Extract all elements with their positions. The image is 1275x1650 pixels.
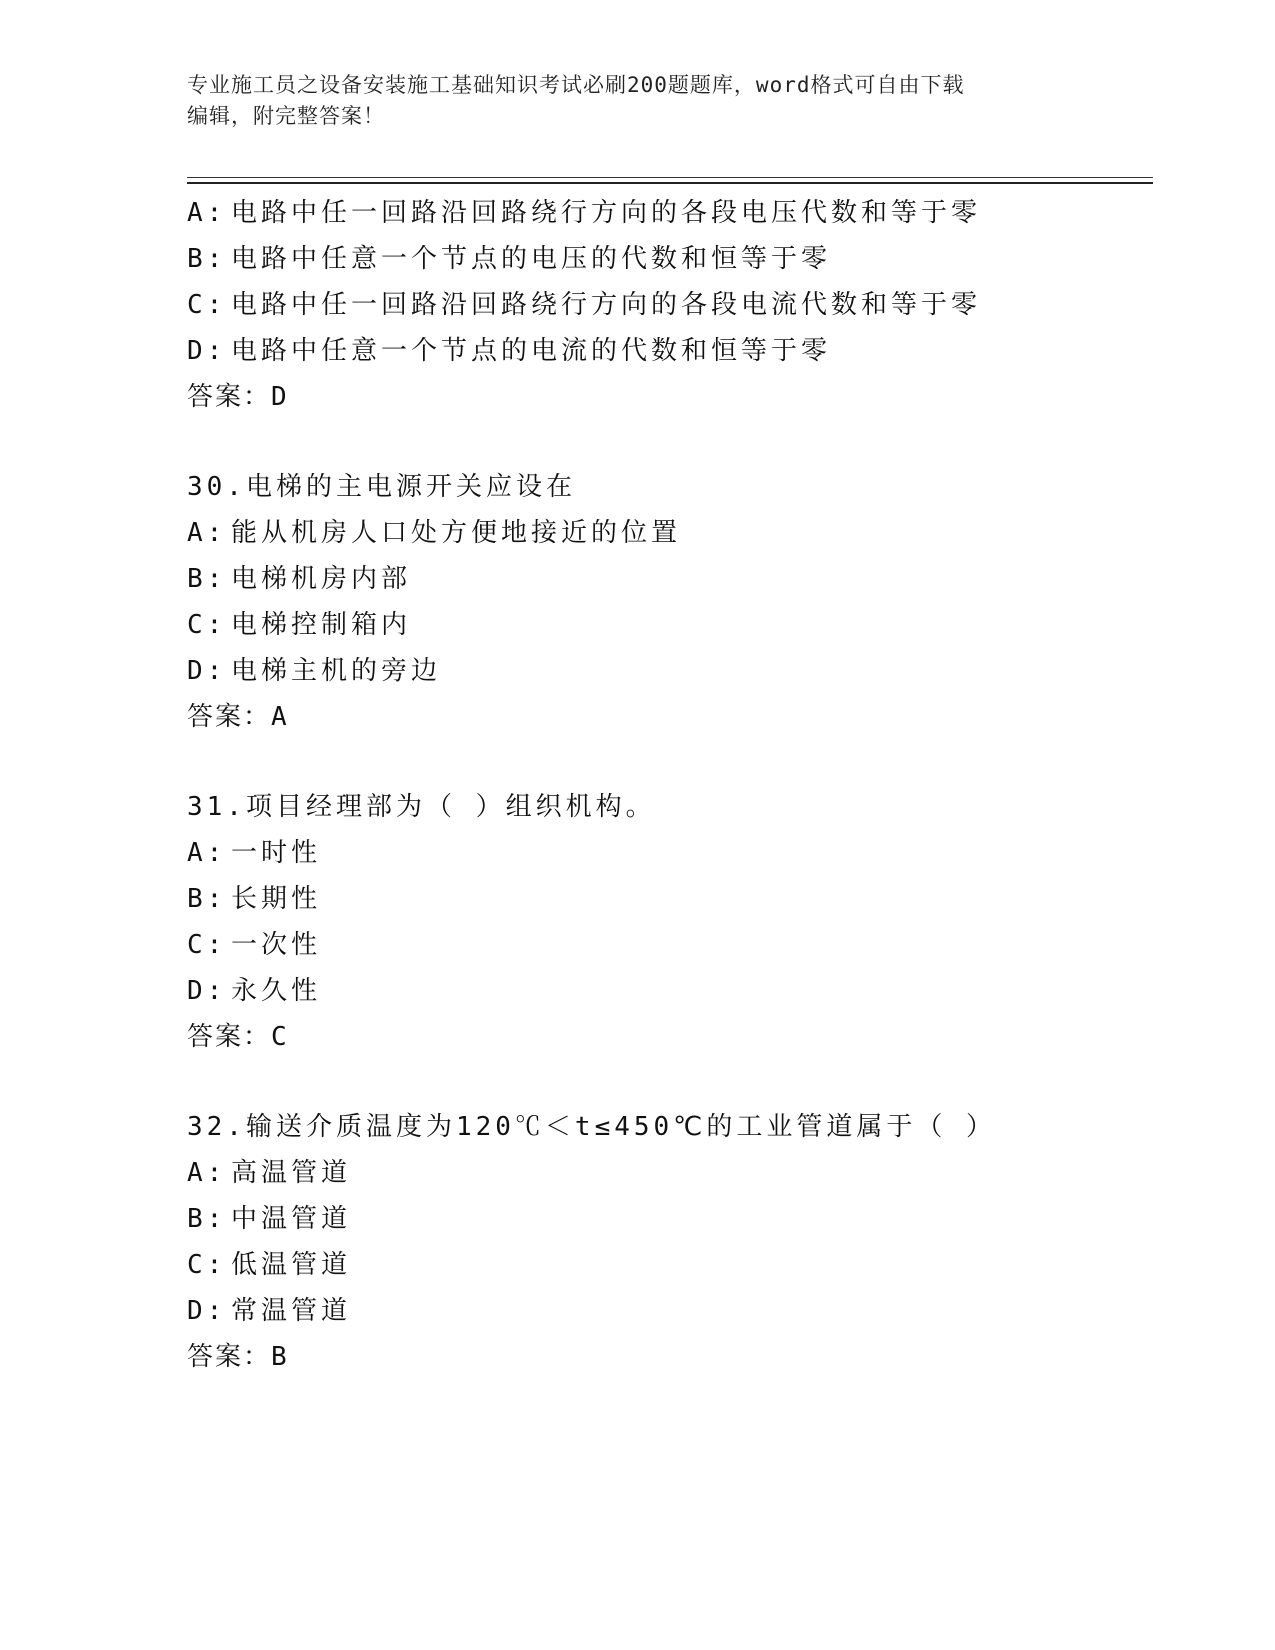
question-title: 30.电梯的主电源开关应设在 — [187, 472, 576, 502]
option-letter: D: — [187, 976, 227, 1006]
option-text: 常温管道 — [231, 1296, 352, 1326]
option-letter: A: — [187, 1158, 227, 1188]
option-text: 电梯主机的旁边 — [231, 656, 442, 686]
option-b — [187, 876, 1147, 922]
option-d — [187, 648, 1147, 694]
option-letter: D: — [187, 336, 227, 366]
question-32 — [187, 1104, 1147, 1380]
option-b — [187, 236, 1147, 282]
option-a — [187, 1150, 1147, 1196]
option-text: 一时性 — [231, 838, 322, 868]
answer-line: 答案：C — [187, 1022, 289, 1052]
option-letter: C: — [187, 610, 227, 640]
option-letter: A: — [187, 518, 227, 548]
question-title: 31.项目经理部为（ ）组织机构。 — [187, 792, 656, 822]
option-letter: D: — [187, 656, 227, 686]
option-d — [187, 1288, 1147, 1334]
option-text: 电路中任意一个节点的电流的代数和恒等于零 — [231, 336, 832, 366]
option-letter: B: — [187, 884, 227, 914]
option-letter: C: — [187, 290, 227, 320]
option-text: 长期性 — [231, 884, 322, 914]
option-d — [187, 968, 1147, 1014]
option-text: 中温管道 — [231, 1204, 352, 1234]
option-letter: A: — [187, 838, 227, 868]
option-a — [187, 830, 1147, 876]
answer-line: 答案：D — [187, 382, 289, 412]
header-divider-thin — [187, 177, 1153, 178]
option-text: 永久性 — [231, 976, 322, 1006]
option-text: 电路中任一回路沿回路绕行方向的各段电压代数和等于零 — [231, 198, 982, 228]
option-d — [187, 328, 1147, 374]
option-text: 能从机房人口处方便地接近的位置 — [231, 518, 682, 548]
option-letter: B: — [187, 564, 227, 594]
question-list — [187, 190, 1147, 1380]
question-title: 32.输送介质温度为120℃＜t≤450℃的工业管道属于（ ） — [187, 1112, 997, 1142]
option-c — [187, 1242, 1147, 1288]
header-title-line-2: 编辑，附完整答案！ — [187, 104, 385, 128]
option-text: 一次性 — [231, 930, 322, 960]
option-c — [187, 282, 1147, 328]
option-letter: C: — [187, 1250, 227, 1280]
option-letter: B: — [187, 1204, 227, 1234]
option-b — [187, 556, 1147, 602]
option-letter: C: — [187, 930, 227, 960]
option-text: 电路中任一回路沿回路绕行方向的各段电流代数和等于零 — [231, 290, 982, 320]
question-31 — [187, 784, 1147, 1060]
option-letter: B: — [187, 244, 227, 274]
header-title-line-1: 专业施工员之设备安装施工基础知识考试必刷200题题库，word格式可自由下载 — [187, 73, 965, 97]
question-30 — [187, 464, 1147, 740]
question-29 — [187, 190, 1147, 420]
option-c — [187, 922, 1147, 968]
option-b — [187, 1196, 1147, 1242]
document-header — [187, 70, 1067, 132]
option-text: 电路中任意一个节点的电压的代数和恒等于零 — [231, 244, 832, 274]
answer-line: 答案：B — [187, 1342, 289, 1372]
option-c — [187, 602, 1147, 648]
option-a — [187, 190, 1147, 236]
option-a — [187, 510, 1147, 556]
option-letter: A: — [187, 198, 227, 228]
answer-line: 答案：A — [187, 702, 289, 732]
option-letter: D: — [187, 1296, 227, 1326]
option-text: 高温管道 — [231, 1158, 352, 1188]
header-divider-thick — [187, 182, 1153, 184]
option-text: 电梯控制箱内 — [231, 610, 412, 640]
option-text: 电梯机房内部 — [231, 564, 412, 594]
option-text: 低温管道 — [231, 1250, 352, 1280]
